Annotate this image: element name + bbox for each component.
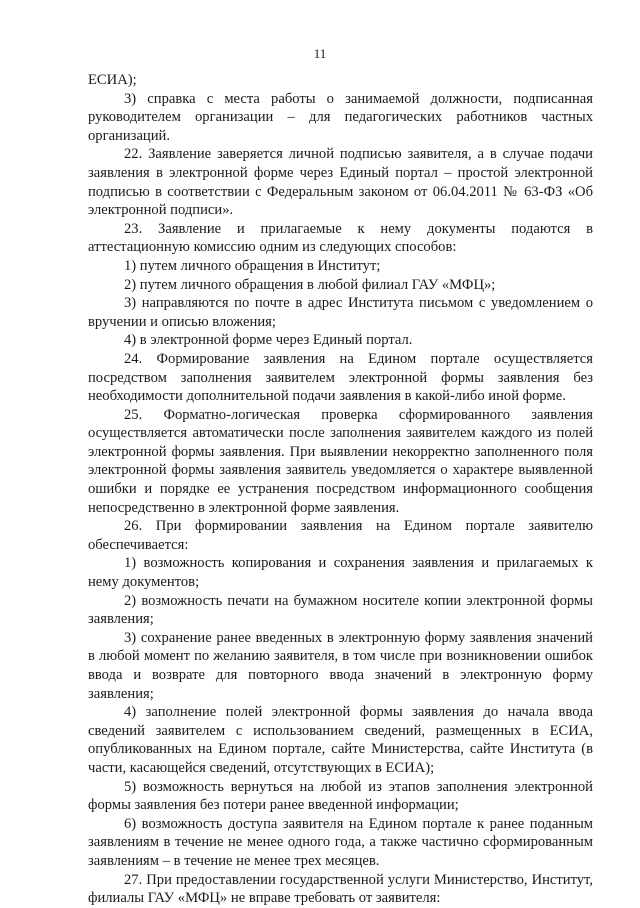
paragraph-25: 25. Форматно-логическая проверка сформированного заявления осуществляется автоматически после заполнения заявителем каждого из полей электронной формы заявления. При выявлении некорректно заполненного поля электронной формы заявления заявитель уведомляется о характере выявленной ошибки и порядке ее устранения посредством информационного сообщения непосредственно в электронной форме заявления. [88,406,593,516]
paragraph-26: 26. При формировании заявления на Едином портале заявителю обеспечивается: [88,518,593,553]
paragraph-22: 22. Заявление заверяется личной подписью заявителя, а в случае подачи заявления в электронной форме через Единый портал – простой электронной подписью в соответствии с Федеральным законом от 06.04.2011 № 63-ФЗ «Об электронной подписи». [88,146,593,219]
paragraph-26-item-1: 1) возможность копирования и сохранения заявления и прилагаемых к нему документов; [88,555,593,591]
paragraph-27: 27. При предоставлении государственной услуги Министерство, Институт, филиалы ГАУ «МФЦ» не вправе требовать от заявителя: [88,871,593,907]
paragraph-26-item-2: 2) возможность печати на бумажном носителе копии электронной формы заявления; [88,592,593,628]
paragraph-23-item-4: 4) в электронной форме через Единый портал. [124,332,413,349]
paragraph-23: 23. Заявление и прилагаемые к нему документы подаются в аттестационную комиссию одним из следующих способов: [88,220,593,256]
paragraph-23-item-3: 3) направляются по почте в адрес Института письмом с уведомлением о вручении и описью вложения; [88,295,593,330]
paragraph-26-item-6: 6) возможность доступа заявителя на Едином портале к ранее поданным заявлениям в течение не менее одного года, а также частично сформированным заявлениям – в течение не менее трех месяцев. [88,815,593,869]
paragraph-23-item-2: 2) путем личного обращения в любой филиал ГАУ «МФЦ»; [124,276,496,293]
paragraph-26-item-4: 4) заполнение полей электронной формы заявления до начала ввода сведений заявителем с использованием сведений, размещенных в ЕСИА, опубликованных на Едином портале, сайте Министерства, сайте Института (в части, касающейся сведений, отсутствующих в ЕСИА); [88,704,593,776]
paragraph-item-3-certificate: 3) справка с места работы о занимаемой должности, подписанная руководителем организации – для педагогических работников частных организаций. [88,90,593,144]
paragraph-26-item-5: 5) возможность вернуться на любой из этапов заполнения электронной формы заявления без потери ранее введенной информации; [88,778,593,814]
paragraph-24: 24. Формирование заявления на Едином портале осуществляется посредством заполнения заявителем электронной формы заявления без необходимости дополнительной подачи заявления в какой-либо иной форме. [88,350,593,405]
paragraph-esia-end: ЕСИА); [88,72,137,88]
paragraph-23-item-1: 1) путем личного обращения в Институт; [124,257,381,274]
document-body [88,71,593,908]
paragraph-26-item-3: 3) сохранение ранее введенных в электронную форму заявления значений в любой момент по желанию заявителя, в том числе при возникновении ошибок ввода и возврате для повторного ввода значений в электронную форму заявления; [88,629,593,702]
page-number: 11 [313,46,327,61]
